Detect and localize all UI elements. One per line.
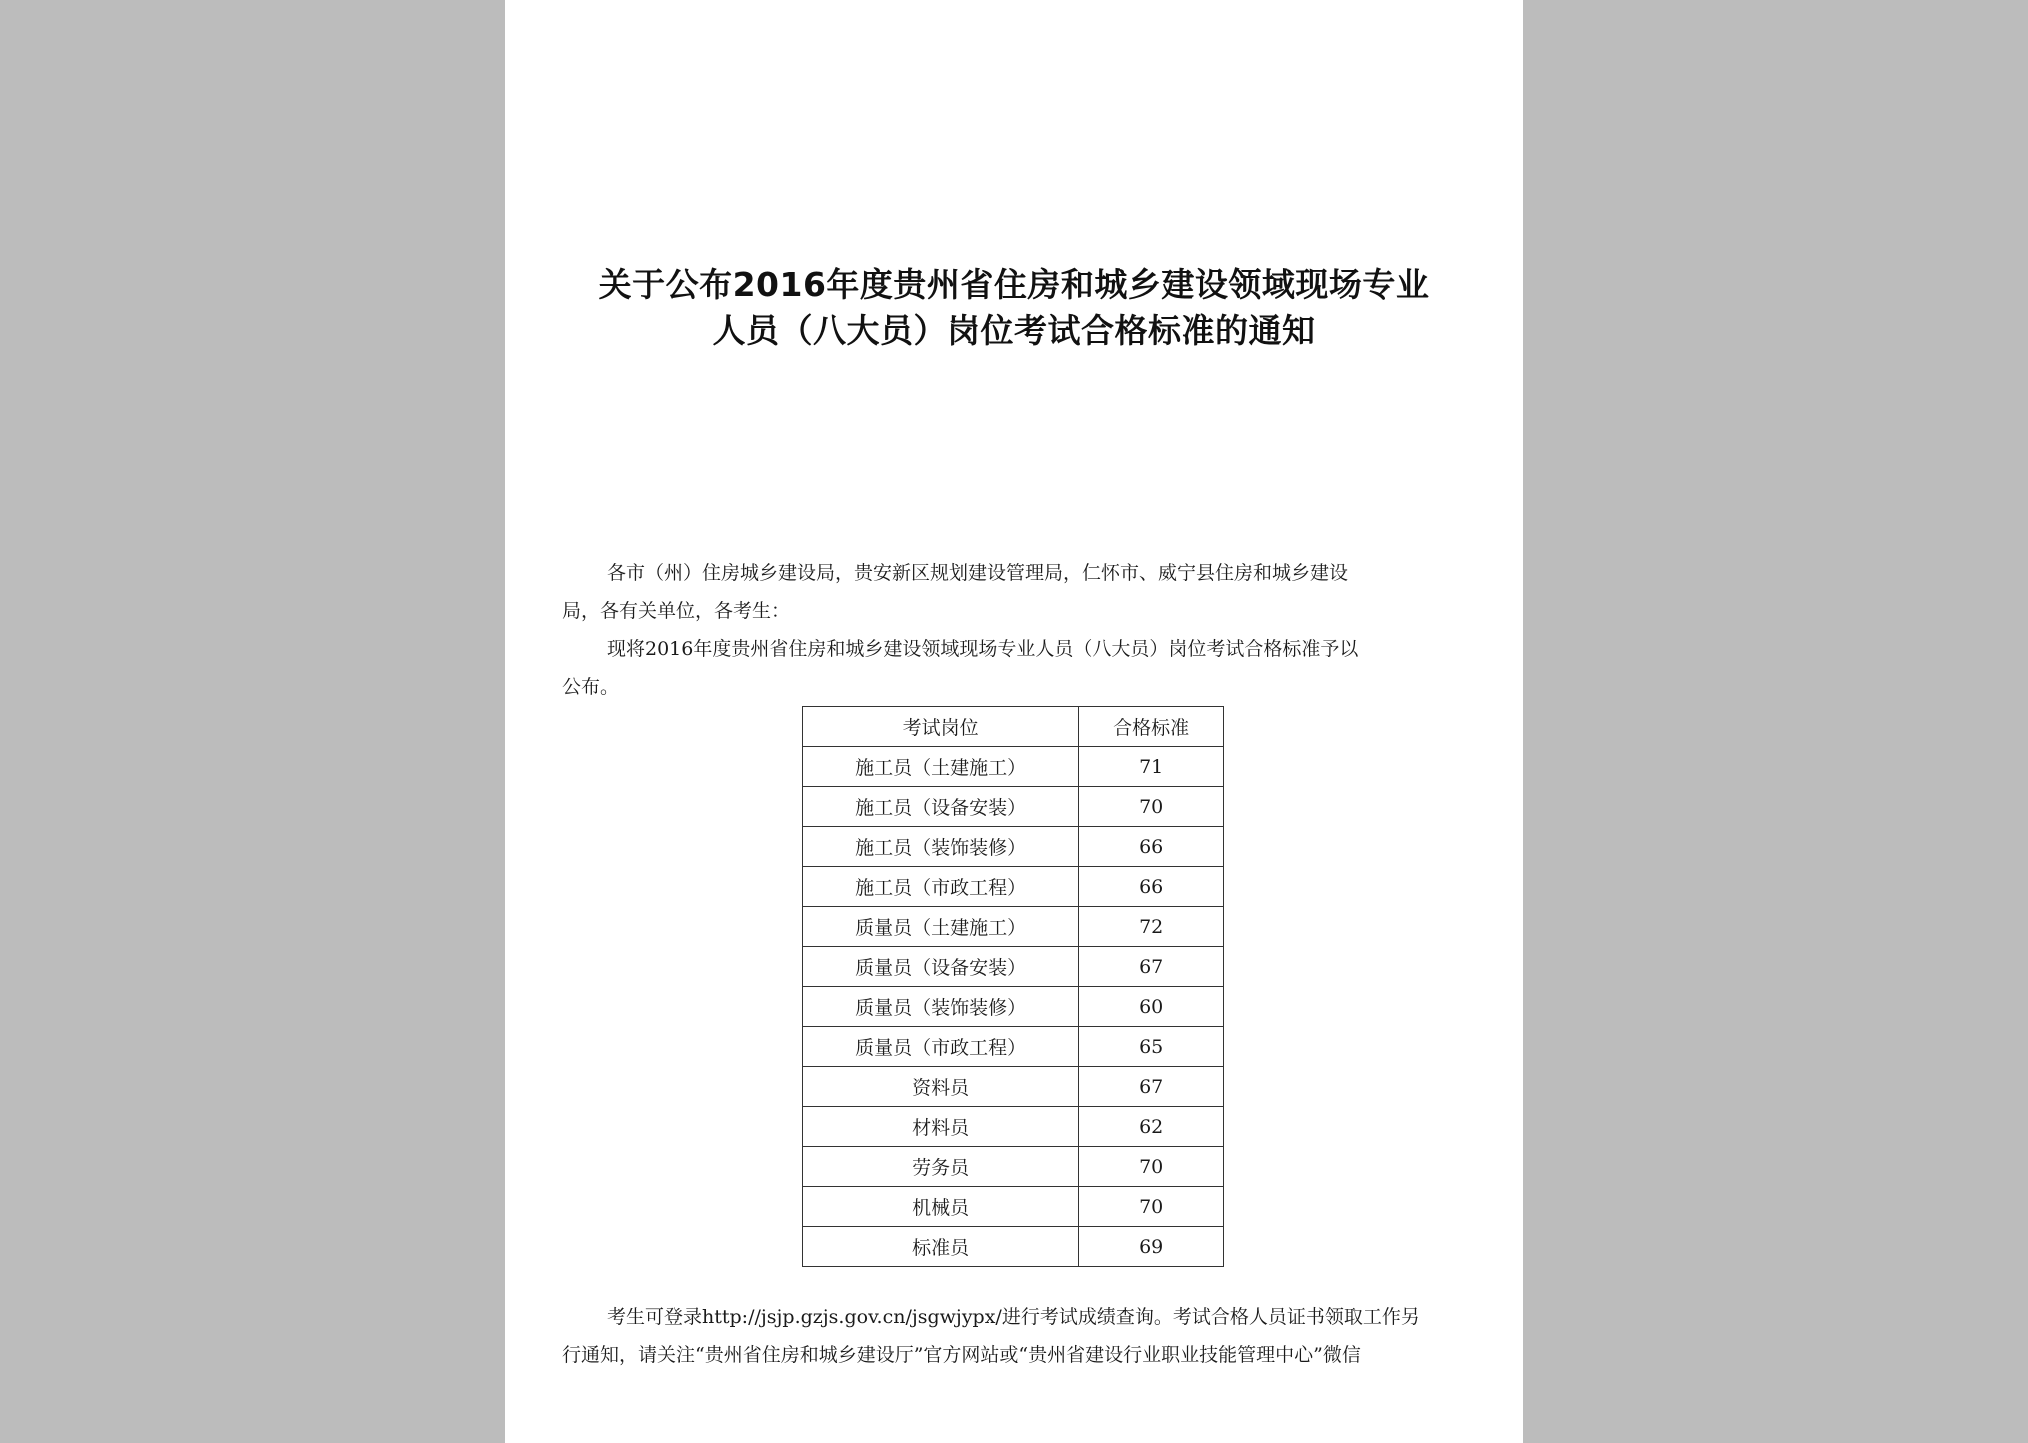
- intro-line-1: 现将2016年度贵州省住房和城乡建设领域现场专业人员（八大员）岗位考试合格标准予以: [607, 638, 1359, 660]
- position-cell: 资料员: [803, 1067, 1079, 1107]
- position-cell: 质量员（市政工程）: [803, 1027, 1079, 1067]
- standard-cell: 67: [1079, 947, 1224, 987]
- standard-cell: 60: [1079, 987, 1224, 1027]
- position-cell: 施工员（设备安装）: [803, 787, 1079, 827]
- standard-cell: 72: [1079, 907, 1224, 947]
- footer-line-2: 行通知，请关注“贵州省住房和城乡建设厅”官方网站或“贵州省建设行业职业技能管理中心”微信: [562, 1344, 1361, 1366]
- addressee-line-1: 各市（州）住房城乡建设局，贵安新区规划建设管理局，仁怀市、威宁县住房和城乡建设: [607, 562, 1349, 584]
- standard-cell: 62: [1079, 1107, 1224, 1147]
- notice-title: [505, 262, 1523, 354]
- standard-cell: 70: [1079, 1147, 1224, 1187]
- table-row: [803, 827, 1224, 867]
- table-row: [803, 987, 1224, 1027]
- title-line-2: 人员（八大员）岗位考试合格标准的通知: [712, 311, 1316, 350]
- table-row: [803, 947, 1224, 987]
- intro-paragraph: [562, 630, 1462, 706]
- standard-cell: 66: [1079, 827, 1224, 867]
- addressee-line-2: 局，各有关单位，各考生：: [562, 600, 791, 622]
- table-row: [803, 1027, 1224, 1067]
- table-row: [803, 1147, 1224, 1187]
- table-row: [803, 747, 1224, 787]
- standard-cell: 65: [1079, 1027, 1224, 1067]
- standard-cell: 71: [1079, 747, 1224, 787]
- standard-cell: 70: [1079, 1187, 1224, 1227]
- position-cell: 施工员（市政工程）: [803, 867, 1079, 907]
- table-header-row: [803, 707, 1224, 747]
- footer-line-1: 考生可登录http://jsjp.gzjs.gov.cn/jsgwjypx/进行考试成绩查询。考试合格人员证书领取工作另: [607, 1306, 1420, 1328]
- title-line-1: 关于公布2016年度贵州省住房和城乡建设领域现场专业: [598, 265, 1430, 304]
- standard-cell: 66: [1079, 867, 1224, 907]
- table-row: [803, 907, 1224, 947]
- intro-line-2: 公布。: [562, 676, 620, 698]
- standard-cell: 70: [1079, 787, 1224, 827]
- table-row: [803, 1067, 1224, 1107]
- table-row: [803, 1107, 1224, 1147]
- position-cell: 标准员: [803, 1227, 1079, 1267]
- position-cell: 质量员（装饰装修）: [803, 987, 1079, 1027]
- position-cell: 机械员: [803, 1187, 1079, 1227]
- table-row: [803, 867, 1224, 907]
- document-page: [505, 0, 1523, 1443]
- header-passing-standard: 合格标准: [1079, 707, 1224, 747]
- addressee-paragraph: [562, 554, 1462, 630]
- footer-paragraph: [562, 1298, 1462, 1374]
- standard-cell: 69: [1079, 1227, 1224, 1267]
- position-cell: 材料员: [803, 1107, 1079, 1147]
- header-exam-position: 考试岗位: [803, 707, 1079, 747]
- passing-standards-table: [802, 706, 1224, 1267]
- position-cell: 劳务员: [803, 1147, 1079, 1187]
- position-cell: 施工员（土建施工）: [803, 747, 1079, 787]
- standard-cell: 67: [1079, 1067, 1224, 1107]
- position-cell: 质量员（土建施工）: [803, 907, 1079, 947]
- table-row: [803, 1187, 1224, 1227]
- table-row: [803, 1227, 1224, 1267]
- table-row: [803, 787, 1224, 827]
- position-cell: 质量员（设备安装）: [803, 947, 1079, 987]
- position-cell: 施工员（装饰装修）: [803, 827, 1079, 867]
